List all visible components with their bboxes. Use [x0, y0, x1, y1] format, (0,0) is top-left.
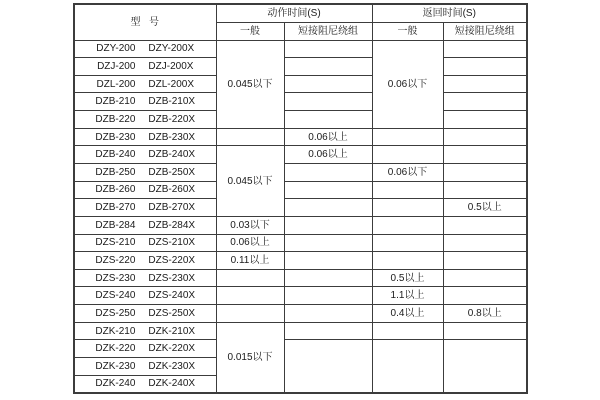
return-general-cell: 0.06以下: [372, 163, 443, 181]
model-name: DZS-250: [95, 307, 136, 319]
model-name: DZK-230: [95, 360, 136, 372]
table-row: [74, 199, 527, 217]
table-row: [74, 163, 527, 181]
model-name: DZY-200X: [148, 43, 195, 55]
table-row: [74, 252, 527, 270]
model-name: DZS-240X: [148, 290, 196, 302]
model-name: DZY-200: [96, 43, 136, 55]
action-damping-cell: [284, 163, 372, 181]
model-name: DZB-220X: [148, 113, 196, 125]
model-name-pair: [75, 114, 216, 125]
model-cell: [74, 58, 216, 76]
model-name-pair: [75, 167, 216, 178]
model-name: DZK-220X: [148, 343, 196, 355]
model-name: DZS-240: [95, 290, 136, 302]
action-damping-cell: 0.06以上: [284, 146, 372, 164]
action-general-cell: 0.015以下: [216, 322, 284, 393]
model-cell: [74, 358, 216, 376]
model-cell: [74, 234, 216, 252]
model-name: DZL-200X: [148, 78, 194, 90]
table-row: [74, 340, 527, 358]
action-damping-cell: [284, 252, 372, 270]
model-name-pair: [75, 149, 216, 160]
model-name: DZS-250X: [148, 307, 196, 319]
table-row: [74, 305, 527, 323]
model-name: DZB-210X: [148, 96, 196, 108]
action-damping-cell: [284, 322, 372, 340]
return-damping-cell: [443, 340, 527, 393]
model-name-pair: [75, 132, 216, 143]
header-return-damping: 短接阻尼绕组: [443, 22, 527, 40]
model-name: DZB-260X: [148, 184, 196, 196]
model-name: DZL-200: [96, 78, 136, 90]
model-name: DZS-220X: [148, 255, 196, 266]
return-general-cell: [372, 128, 443, 146]
return-general-cell: [372, 252, 443, 270]
return-damping-cell: [443, 322, 527, 340]
model-name: DZK-220: [95, 343, 136, 355]
action-damping-cell: [284, 269, 372, 287]
model-cell: [74, 93, 216, 111]
model-name: DZB-260: [95, 184, 136, 196]
return-damping-cell: [443, 181, 527, 199]
model-name: DZK-240: [95, 378, 136, 390]
table-row: [74, 75, 527, 93]
table-row: [74, 322, 527, 340]
return-general-cell: [372, 199, 443, 217]
model-name-pair: [75, 61, 216, 72]
model-name: DZB-230X: [148, 131, 196, 143]
model-name: DZB-210: [95, 96, 136, 108]
model-cell: [74, 199, 216, 217]
model-cell: [74, 375, 216, 393]
model-name-pair: [75, 79, 216, 90]
model-cell: [74, 252, 216, 270]
model-name: DZK-230X: [148, 360, 196, 372]
model-cell: [74, 305, 216, 323]
return-general-cell: [372, 216, 443, 234]
header-action-general: 一般: [216, 22, 284, 40]
model-name-pair: [75, 361, 216, 372]
model-name: DZB-220: [95, 113, 136, 125]
model-cell: [74, 40, 216, 58]
return-general-cell: [372, 340, 443, 393]
model-name: DZS-230: [95, 272, 136, 284]
model-name-pair: [75, 273, 216, 284]
model-cell: [74, 322, 216, 340]
model-cell: [74, 287, 216, 305]
action-general-cell: 0.11以上: [216, 252, 284, 270]
action-general-cell: [216, 128, 284, 146]
return-general-cell: [372, 322, 443, 340]
return-damping-cell: [443, 75, 527, 93]
action-damping-cell: [284, 199, 372, 217]
return-general-cell: 0.06以下: [372, 40, 443, 128]
action-general-cell: 0.03以下: [216, 216, 284, 234]
model-name: DZS-230X: [148, 272, 196, 284]
table-row: [74, 287, 527, 305]
action-damping-cell: [284, 181, 372, 199]
return-damping-cell: 0.8以上: [443, 305, 527, 323]
action-damping-cell: [284, 93, 372, 111]
action-general-cell: 0.045以下: [216, 40, 284, 128]
model-name: DZB-240X: [148, 149, 196, 161]
model-cell: [74, 146, 216, 164]
model-name: DZB-240: [95, 149, 136, 161]
model-name: DZB-250: [95, 166, 136, 178]
action-general-cell: [216, 269, 284, 287]
model-name: DZB-284: [95, 219, 136, 231]
action-damping-cell: 0.06以上: [284, 128, 372, 146]
return-damping-cell: [443, 111, 527, 129]
table-row: [74, 146, 527, 164]
table-row: [74, 128, 527, 146]
model-cell: [74, 163, 216, 181]
model-name-pair: [75, 220, 216, 231]
return-damping-cell: [443, 146, 527, 164]
table-row: [74, 40, 527, 58]
action-damping-cell: [284, 75, 372, 93]
model-name-pair: [75, 237, 216, 248]
model-name: DZK-240X: [148, 378, 196, 390]
return-damping-cell: [443, 287, 527, 305]
return-damping-cell: [443, 58, 527, 76]
action-general-cell: 0.045以下: [216, 146, 284, 217]
model-name-pair: [75, 326, 216, 337]
return-damping-cell: [443, 40, 527, 58]
model-name: DZB-270: [95, 202, 136, 214]
model-name-pair: [75, 290, 216, 301]
action-damping-cell: [284, 287, 372, 305]
header-action-damping: 短接阻尼绕组: [284, 22, 372, 40]
return-damping-cell: [443, 252, 527, 270]
model-name: DZJ-200X: [148, 60, 194, 72]
return-general-cell: [372, 146, 443, 164]
model-name: DZS-210X: [148, 237, 196, 249]
return-general-cell: [372, 234, 443, 252]
table-row: [74, 181, 527, 199]
model-name-pair: [75, 343, 216, 354]
action-damping-cell: [284, 234, 372, 252]
return-general-cell: 1.1以上: [372, 287, 443, 305]
table-header: [74, 4, 527, 40]
model-cell: [74, 128, 216, 146]
model-name: DZS-210: [95, 237, 136, 249]
spec-table: [73, 3, 528, 394]
model-name: DZB-230: [95, 131, 136, 143]
return-damping-cell: [443, 163, 527, 181]
model-name: DZJ-200: [97, 60, 136, 72]
action-damping-cell: [284, 340, 372, 393]
table-body: [74, 40, 527, 393]
table-row: [74, 58, 527, 76]
action-damping-cell: [284, 111, 372, 129]
table-row: [74, 93, 527, 111]
return-damping-cell: [443, 269, 527, 287]
model-cell: [74, 181, 216, 199]
header-return-general: 一般: [372, 22, 443, 40]
model-name: DZB-284X: [148, 219, 196, 231]
model-name-pair: [75, 43, 216, 54]
model-cell: [74, 75, 216, 93]
model-name: DZB-250X: [148, 166, 196, 178]
model-name-pair: [75, 378, 216, 389]
model-name-pair: [75, 202, 216, 213]
action-general-cell: 0.06以上: [216, 234, 284, 252]
model-name: DZS-220: [95, 255, 136, 266]
model-name-pair: [75, 184, 216, 195]
action-general-cell: [216, 287, 284, 305]
return-general-cell: [372, 181, 443, 199]
header-return-time: 返回时间(S): [372, 4, 527, 22]
table-row: [74, 216, 527, 234]
return-general-cell: 0.4以上: [372, 305, 443, 323]
return-general-cell: 0.5以上: [372, 269, 443, 287]
action-damping-cell: [284, 40, 372, 58]
model-name: DZB-270X: [148, 202, 196, 214]
model-cell: [74, 111, 216, 129]
action-damping-cell: [284, 305, 372, 323]
action-damping-cell: [284, 216, 372, 234]
action-general-cell: [216, 305, 284, 323]
model-name-pair: [75, 308, 216, 319]
model-cell: [74, 216, 216, 234]
header-action-time: 动作时间(S): [216, 4, 372, 22]
model-cell: [74, 269, 216, 287]
return-damping-cell: [443, 234, 527, 252]
model-name-pair: [75, 96, 216, 107]
return-damping-cell: [443, 93, 527, 111]
return-damping-cell: [443, 216, 527, 234]
table-row: [74, 269, 527, 287]
model-name: DZK-210X: [148, 325, 196, 337]
table-row: [74, 111, 527, 129]
header-model: 型 号: [74, 4, 216, 40]
table-row: [74, 234, 527, 252]
action-damping-cell: [284, 58, 372, 76]
model-name-pair: [75, 255, 216, 266]
model-name: DZK-210: [95, 325, 136, 337]
model-cell: [74, 340, 216, 358]
return-damping-cell: 0.5以上: [443, 199, 527, 217]
return-damping-cell: [443, 128, 527, 146]
